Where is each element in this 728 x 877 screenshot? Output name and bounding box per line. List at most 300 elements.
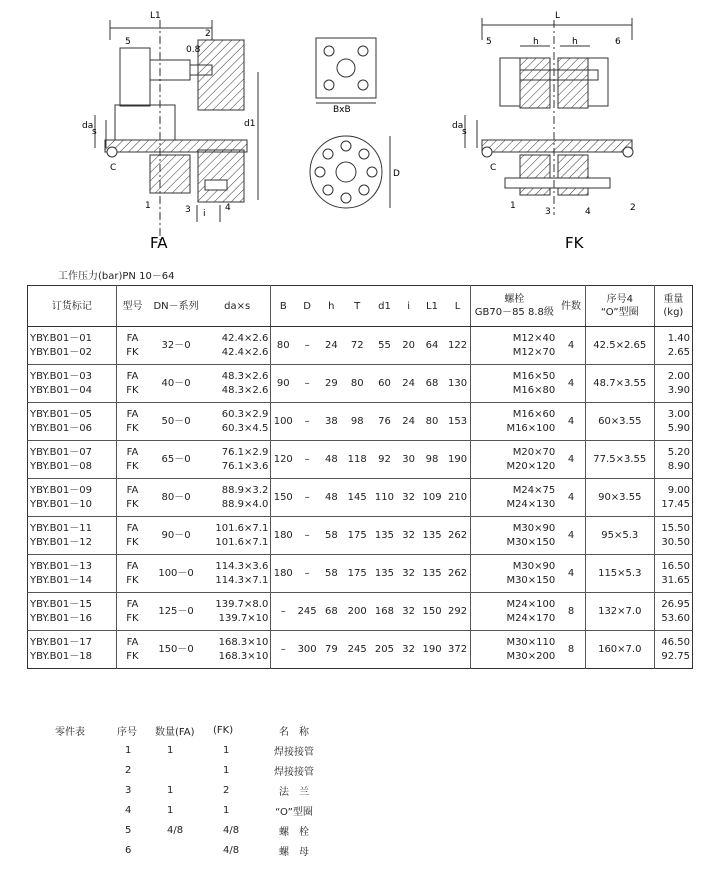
cell-qty	[557, 517, 585, 555]
parts-col-name: 名 称	[279, 726, 309, 738]
cell-value: 48	[324, 453, 338, 465]
cell-i	[398, 403, 419, 441]
cell-d	[295, 441, 319, 479]
cell-l1	[419, 555, 445, 593]
cell-order	[28, 555, 117, 593]
cell-line: 168.3×10	[218, 650, 269, 662]
cell-i	[398, 479, 419, 517]
cell-l1	[419, 479, 445, 517]
cell-line: FA	[126, 636, 139, 648]
cell-value: 168	[374, 605, 394, 617]
col-t: T	[344, 286, 371, 327]
cell-line: 31.65	[661, 574, 690, 586]
parts-row	[55, 820, 329, 840]
cell-oring	[585, 517, 654, 555]
cell-line: 48.3×2.6	[221, 370, 269, 382]
cell-das	[204, 403, 271, 441]
cell-line: 9.00	[667, 484, 690, 496]
cell-line: 1.40	[667, 332, 690, 344]
cell-line: FA	[126, 446, 139, 458]
cell-line: 114.3×7.1	[215, 574, 269, 586]
fa-drawing	[95, 20, 258, 240]
cell-line: 168.3×10	[218, 636, 269, 648]
cell-qty	[557, 555, 585, 593]
cell-line: YBY.B01－12	[30, 536, 92, 548]
cell-value: 29	[324, 377, 338, 389]
cell-value: 150－0	[158, 643, 194, 655]
cell-dn	[148, 365, 204, 403]
cell-qty	[557, 593, 585, 631]
col-l: L	[445, 286, 471, 327]
cell-line: 16.50	[661, 560, 690, 572]
fk-caption: FK	[565, 234, 584, 252]
cell-line: 15.50	[661, 522, 690, 534]
cell-value: 24	[402, 377, 416, 389]
col-order: 订货标记	[28, 286, 117, 327]
cell-line: 101.6×7.1	[215, 522, 269, 534]
cell-line: M30×110	[506, 636, 556, 648]
cell-bolt	[471, 631, 557, 669]
col-d1: d1	[371, 286, 398, 327]
cell-line: M30×90	[512, 522, 556, 534]
parts-no: 6	[125, 844, 132, 856]
cell-qty	[557, 441, 585, 479]
cell-value: 300	[297, 643, 317, 655]
cell-value: 205	[374, 643, 394, 655]
cell-line: 30.50	[661, 536, 690, 548]
cell-dn	[148, 631, 204, 669]
cell-das	[204, 631, 271, 669]
flange-views	[310, 38, 390, 208]
cell-dn	[148, 593, 204, 631]
parts-qty-fa: 4/8	[167, 824, 184, 836]
cell-bolt	[471, 517, 557, 555]
fk-drawing	[465, 18, 633, 215]
cell-order	[28, 365, 117, 403]
cell-h	[319, 517, 344, 555]
cell-line: YBY.B01－07	[30, 446, 92, 458]
cell-line: FA	[126, 560, 139, 572]
parts-name: 螺 栓	[279, 826, 309, 838]
cell-weight	[654, 631, 692, 669]
cell-line: FK	[126, 384, 139, 396]
cell-type	[116, 555, 148, 593]
cell-value: 135	[374, 529, 394, 541]
cell-line: FA	[126, 408, 139, 420]
parts-body	[55, 740, 329, 860]
cell-type	[116, 441, 148, 479]
cell-value: 90	[276, 377, 290, 389]
cell-line: 48.3×2.6	[221, 384, 269, 396]
cell-value: 90－0	[161, 529, 191, 541]
cell-line: YBY.B01－15	[30, 598, 92, 610]
cell-value: 4	[567, 529, 575, 541]
cell-das	[204, 441, 271, 479]
cell-line: FK	[126, 422, 139, 434]
cell-line: 5.90	[667, 422, 690, 434]
cell-b	[271, 479, 295, 517]
cell-d1	[371, 593, 398, 631]
cell-value: 20	[402, 339, 416, 351]
cell-t	[344, 479, 371, 517]
parts-table	[55, 720, 329, 860]
cell-line: 26.95	[661, 598, 690, 610]
cell-oring	[585, 593, 654, 631]
cell-value: 76	[378, 415, 391, 427]
parts-qty-fa: 1	[167, 744, 174, 756]
cell-type	[116, 593, 148, 631]
cell-line: M30×90	[512, 560, 556, 572]
cell-d	[295, 631, 319, 669]
cell-d	[295, 479, 319, 517]
col-weight	[654, 286, 692, 327]
dimension-label: 5	[125, 37, 131, 47]
col-oring-line2: “O”型圈	[600, 307, 639, 318]
cell-oring	[585, 479, 654, 517]
spec-table	[27, 285, 693, 669]
cell-line: YBY.B01－01	[30, 332, 92, 344]
cell-value: 122	[448, 339, 468, 351]
cell-weight	[654, 593, 692, 631]
dimension-label: 2	[205, 29, 211, 39]
cell-value: 95×5.3	[601, 529, 639, 541]
cell-type	[116, 479, 148, 517]
cell-l	[445, 517, 471, 555]
cell-line: 5.20	[667, 446, 690, 458]
table-row	[28, 517, 693, 555]
cell-value: –	[304, 415, 310, 427]
cell-line: M20×120	[506, 460, 556, 472]
dimension-label: d1	[244, 119, 256, 129]
cell-type	[116, 517, 148, 555]
cell-value: 72	[350, 339, 364, 351]
cell-value: –	[304, 339, 310, 351]
cell-value: 24	[324, 339, 338, 351]
cell-t	[344, 517, 371, 555]
cell-value: 210	[448, 491, 468, 503]
cell-value: 98	[425, 453, 439, 465]
cell-value: –	[304, 529, 310, 541]
cell-line: M24×130	[506, 498, 556, 510]
cell-h	[319, 403, 344, 441]
cell-das	[204, 555, 271, 593]
cell-value: 153	[448, 415, 468, 427]
dimension-label: 0.8	[186, 45, 201, 55]
cell-t	[344, 593, 371, 631]
cell-line: 88.9×4.0	[221, 498, 269, 510]
cell-das	[204, 517, 271, 555]
cell-d	[295, 593, 319, 631]
cell-b	[271, 517, 295, 555]
cell-line: YBY.B01－09	[30, 484, 92, 496]
cell-line: 76.1×2.9	[221, 446, 269, 458]
cell-value: 245	[347, 643, 367, 655]
col-bolt	[471, 286, 557, 327]
cell-das	[204, 365, 271, 403]
cell-value: 245	[297, 605, 317, 617]
cell-value: 50－0	[161, 415, 191, 427]
cell-qty	[557, 631, 585, 669]
cell-value: 150	[273, 491, 293, 503]
cell-value: 92	[378, 453, 391, 465]
parts-qty-fa: 1	[167, 804, 174, 816]
parts-qty-fk: 4/8	[223, 824, 240, 836]
cell-value: 4	[567, 453, 575, 465]
cell-value: 190	[448, 453, 468, 465]
d-label: D	[393, 169, 400, 179]
parts-row	[55, 780, 329, 800]
parts-row	[55, 760, 329, 780]
cell-line: M24×100	[506, 598, 556, 610]
cell-l	[445, 555, 471, 593]
cell-line: FA	[126, 332, 139, 344]
cell-line: FK	[126, 574, 139, 586]
cell-value: 32	[402, 643, 416, 655]
cell-type	[116, 365, 148, 403]
cell-dn	[148, 555, 204, 593]
cell-oring	[585, 441, 654, 479]
cell-t	[344, 555, 371, 593]
dimension-label: s	[462, 127, 467, 137]
parts-no: 2	[125, 764, 132, 776]
cell-h	[319, 327, 344, 365]
cell-line: 3.90	[667, 384, 690, 396]
cell-value: 4	[567, 567, 575, 579]
cell-line: FA	[126, 484, 139, 496]
cell-t	[344, 403, 371, 441]
cell-value: 150	[422, 605, 442, 617]
cell-type	[116, 327, 148, 365]
cell-value: 58	[324, 567, 338, 579]
cell-value: 60×3.55	[598, 415, 642, 427]
cell-dn	[148, 403, 204, 441]
cell-value: 8	[567, 643, 575, 655]
cell-value: 48.7×3.55	[593, 377, 647, 389]
dimension-label: 3	[185, 205, 191, 215]
cell-t	[344, 327, 371, 365]
table-row	[28, 631, 693, 669]
cell-value: 115×5.3	[598, 567, 642, 579]
cell-d	[295, 555, 319, 593]
parts-header-row	[55, 720, 329, 740]
cell-line: 17.45	[661, 498, 690, 510]
parts-row	[55, 800, 329, 820]
cell-value: 100	[273, 415, 293, 427]
cell-h	[319, 555, 344, 593]
cell-i	[398, 327, 419, 365]
dimension-label: C	[490, 163, 497, 173]
cell-oring	[585, 403, 654, 441]
dimension-label: 1	[510, 201, 516, 211]
cell-b	[271, 327, 295, 365]
cell-order	[28, 403, 117, 441]
cell-value: 145	[347, 491, 367, 503]
cell-value: 4	[567, 491, 575, 503]
cell-b	[271, 403, 295, 441]
cell-t	[344, 365, 371, 403]
col-d: D	[295, 286, 319, 327]
cell-line: FA	[126, 598, 139, 610]
cell-value: –	[280, 605, 286, 617]
cell-value: 132×7.0	[598, 605, 642, 617]
cell-line: 60.3×4.5	[221, 422, 269, 434]
parts-name: 焊接接管	[274, 766, 314, 778]
cell-value: 372	[448, 643, 468, 655]
cell-line: 139.7×10	[218, 612, 269, 624]
cell-i	[398, 555, 419, 593]
cell-line: YBY.B01－08	[30, 460, 92, 472]
cell-value: 175	[347, 567, 367, 579]
cell-line: YBY.B01－18	[30, 650, 92, 662]
table-row	[28, 365, 693, 403]
cell-value: 8	[567, 605, 575, 617]
cell-qty	[557, 365, 585, 403]
parts-qty-fk: 1	[223, 744, 230, 756]
cell-line: YBY.B01－04	[30, 384, 92, 396]
cell-dn	[148, 479, 204, 517]
cell-bolt	[471, 365, 557, 403]
cell-value: 125－0	[158, 605, 194, 617]
col-oring	[585, 286, 654, 327]
parts-name: 焊接接管	[274, 746, 314, 758]
cell-value: 40－0	[161, 377, 191, 389]
cell-value: 200	[347, 605, 367, 617]
cell-weight	[654, 403, 692, 441]
col-bolt-line2: GB70－85 8.8级	[474, 307, 554, 318]
parts-name: 法 兰	[279, 786, 309, 798]
cell-value: 32	[402, 605, 416, 617]
cell-d1	[371, 555, 398, 593]
cell-line: M24×170	[506, 612, 556, 624]
table-row	[28, 403, 693, 441]
cell-value: 160×7.0	[598, 643, 642, 655]
cell-value: 4	[567, 339, 575, 351]
dimension-label: da	[452, 121, 464, 131]
col-l1: L1	[419, 286, 445, 327]
cell-oring	[585, 365, 654, 403]
cell-value: 180	[273, 567, 293, 579]
parts-col-qfk: (FK)	[213, 724, 234, 736]
cell-line: M16×50	[512, 370, 556, 382]
cell-l	[445, 479, 471, 517]
col-das: da×s	[204, 286, 271, 327]
cell-line: YBY.B01－05	[30, 408, 92, 420]
cell-d	[295, 403, 319, 441]
cell-l1	[419, 327, 445, 365]
col-type: 型号	[116, 286, 148, 327]
cell-l1	[419, 631, 445, 669]
cell-line: M12×40	[512, 332, 556, 344]
cell-value: 30	[402, 453, 416, 465]
cell-line: FK	[126, 460, 139, 472]
cell-value: 190	[422, 643, 442, 655]
cell-value: 118	[347, 453, 367, 465]
dimension-label: da	[82, 121, 94, 131]
cell-line: FK	[126, 650, 139, 662]
cell-value: 32	[402, 491, 416, 503]
cell-value: 80－0	[161, 491, 191, 503]
col-bolt-line1: 螺栓	[504, 294, 525, 305]
cell-b	[271, 365, 295, 403]
cell-l1	[419, 441, 445, 479]
parts-qty-fa	[155, 840, 213, 860]
cell-value: 64	[425, 339, 439, 351]
cell-line: M16×80	[512, 384, 556, 396]
cell-value: –	[304, 377, 310, 389]
cell-line: 88.9×3.2	[221, 484, 269, 496]
cell-line: 8.90	[667, 460, 690, 472]
cell-value: 180	[273, 529, 293, 541]
cell-line: YBY.B01－10	[30, 498, 92, 510]
cell-qty	[557, 479, 585, 517]
cell-order	[28, 327, 117, 365]
cell-das	[204, 479, 271, 517]
cell-value: –	[304, 567, 310, 579]
table-row	[28, 479, 693, 517]
cell-i	[398, 441, 419, 479]
cell-i	[398, 517, 419, 555]
table-row	[28, 593, 693, 631]
cell-l	[445, 631, 471, 669]
cell-line: FA	[126, 370, 139, 382]
cell-line: 114.3×3.6	[215, 560, 269, 572]
cell-value: 65－0	[161, 453, 191, 465]
parts-no: 1	[125, 744, 132, 756]
cell-h	[319, 631, 344, 669]
cell-qty	[557, 327, 585, 365]
cell-line: FK	[126, 612, 139, 624]
cell-value: 68	[425, 377, 439, 389]
parts-qty-fk: 2	[223, 784, 230, 796]
cell-weight	[654, 327, 692, 365]
cell-d1	[371, 479, 398, 517]
cell-value: 58	[324, 529, 338, 541]
cell-d1	[371, 327, 398, 365]
cell-value: –	[304, 491, 310, 503]
cell-d1	[371, 365, 398, 403]
cell-bolt	[471, 403, 557, 441]
working-pressure: 工作压力(bar)PN 10－64	[58, 271, 175, 282]
cell-line: YBY.B01－17	[30, 636, 92, 648]
cell-t	[344, 441, 371, 479]
cell-value: 32	[402, 529, 416, 541]
cell-value: 77.5×3.55	[593, 453, 647, 465]
parts-qty-fk: 1	[223, 804, 230, 816]
cell-weight	[654, 365, 692, 403]
cell-das	[204, 593, 271, 631]
cell-d	[295, 327, 319, 365]
cell-line: FK	[126, 536, 139, 548]
col-h: h	[319, 286, 344, 327]
cell-value: 4	[567, 377, 575, 389]
cell-line: M12×70	[512, 346, 556, 358]
cell-l	[445, 365, 471, 403]
cell-dn	[148, 327, 204, 365]
cell-dn	[148, 441, 204, 479]
cell-i	[398, 593, 419, 631]
col-oring-line1: 序号4	[606, 294, 633, 305]
cell-l	[445, 327, 471, 365]
cell-line: YBY.B01－16	[30, 612, 92, 624]
cell-value: 120	[273, 453, 293, 465]
cell-line: YBY.B01－06	[30, 422, 92, 434]
col-dn: DN－系列	[148, 286, 204, 327]
cell-b	[271, 555, 295, 593]
cell-l	[445, 593, 471, 631]
cell-order	[28, 517, 117, 555]
cell-line: FA	[126, 522, 139, 534]
cell-value: 175	[347, 529, 367, 541]
